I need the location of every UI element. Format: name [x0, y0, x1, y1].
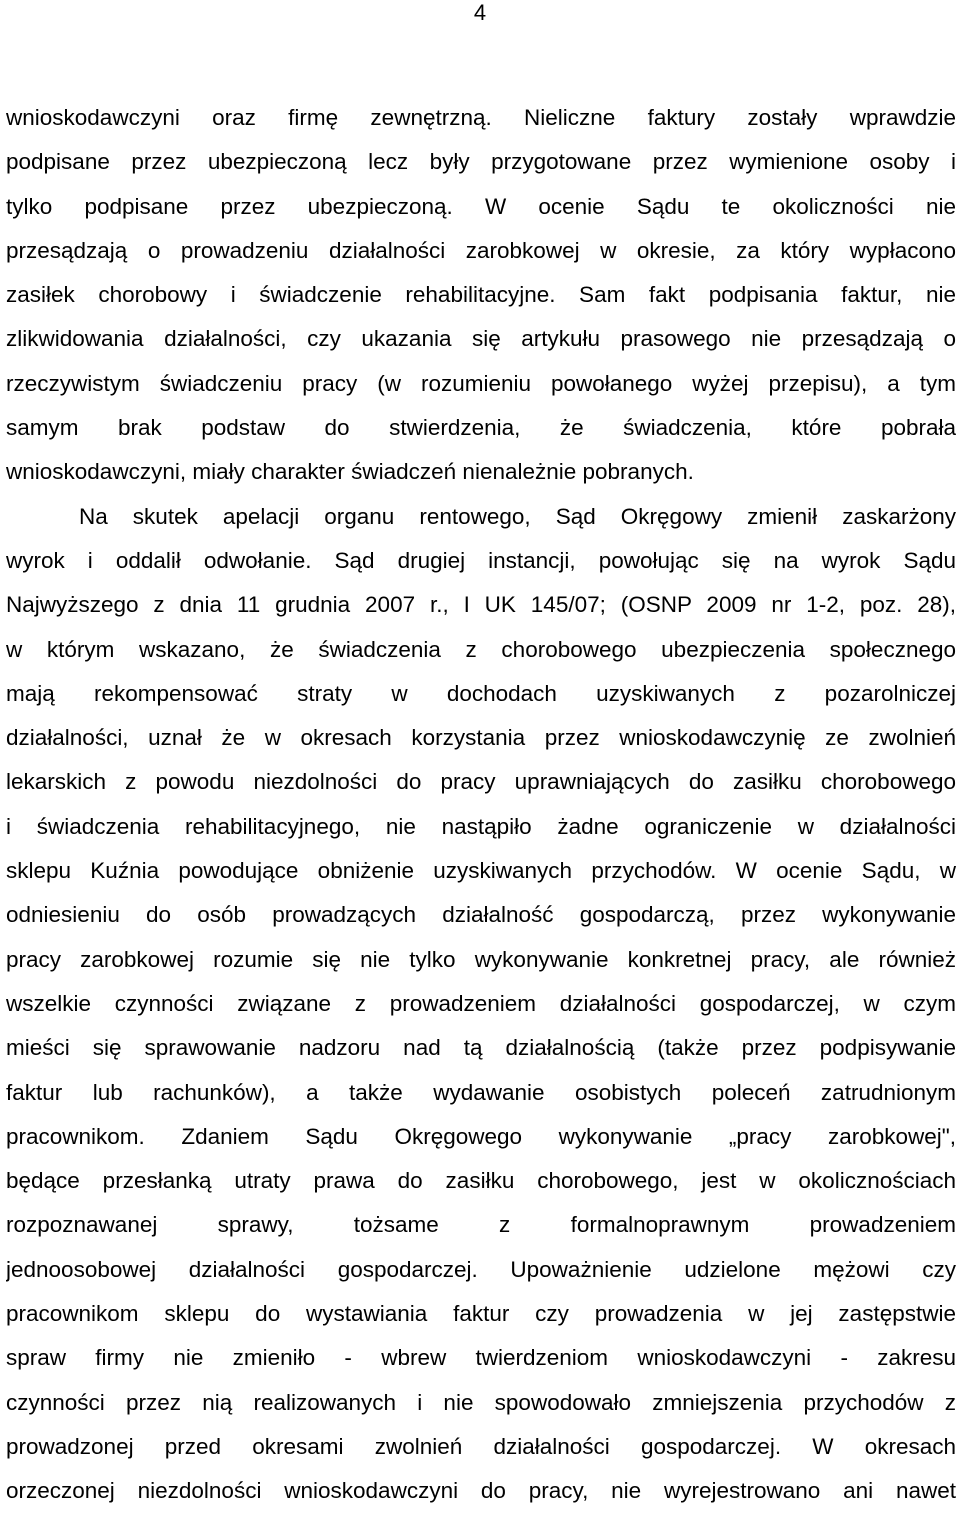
text-line: i świadczenia rehabilitacyjnego, nie nastąpiło żadne ograniczenie w działalności: [6, 813, 956, 839]
text-line: zasiłek chorobowy i świadczenie rehabilitacyjne. Sam fakt podpisania faktur, nie: [6, 282, 956, 308]
text-line: pracy zarobkowej rozumie się nie tylko wykonywanie konkretnej pracy, ale również: [6, 946, 956, 972]
text-line: pracownikom. Zdaniem Sądu Okręgowego wykonywanie „pracy zarobkowej",: [6, 1123, 956, 1149]
text-line: pracownikom sklepu do wystawiania faktur czy prowadzenia w jej zastępstwie: [6, 1301, 956, 1327]
text-line: czynności przez nią realizowanych i nie spowodowało zmniejszenia przychodów z: [6, 1389, 956, 1415]
text-line: wnioskodawczyni, miały charakter świadczeń nienależnie pobranych.: [6, 459, 694, 485]
text-line: zlikwidowania działalności, czy ukazania się artykułu prasowego nie przesądzają o: [6, 326, 956, 352]
text-line: rzeczywistym świadczeniu pracy (w rozumieniu powołanego wyżej przepisu), a tym: [6, 370, 956, 396]
page-number: 4: [473, 0, 487, 25]
text-line: odniesieniu do osób prowadzących działalność gospodarczą, przez wykonywanie: [6, 902, 956, 928]
text-line: podpisane przez ubezpieczoną lecz były przygotowane przez wymienione osoby i: [6, 149, 956, 175]
text-line: orzeczonej niezdolności wnioskodawczyni do pracy, nie wyrejestrowano ani nawet: [6, 1478, 956, 1504]
text-line: jednoosobowej działalności gospodarczej. Upoważnienie udzielone mężowi czy: [6, 1256, 956, 1282]
text-line: Najwyższego z dnia 11 grudnia 2007 r., I UK 145/07; (OSNP 2009 nr 1-2, poz. 28),: [6, 592, 956, 618]
text-line: lekarskich z powodu niezdolności do pracy uprawniających do zasiłku chorobowego: [6, 769, 956, 795]
text-line: sklepu Kuźnia powodujące obniżenie uzyskiwanych przychodów. W ocenie Sądu, w: [6, 858, 956, 884]
text-line: będące przesłanką utraty prawa do zasiłku chorobowego, jest w okolicznościach: [6, 1168, 956, 1194]
text-line: wyrok i oddalił odwołanie. Sąd drugiej instancji, powołując się na wyrok Sądu: [6, 547, 956, 573]
text-line: wnioskodawczyni oraz firmę zewnętrzną. Nieliczne faktury zostały wprawdzie: [6, 105, 956, 130]
text-line: prowadzonej przed okresami zwolnień działalności gospodarczej. W okresach: [6, 1433, 956, 1459]
text-line: działalności, uznał że w okresach korzystania przez wnioskodawczynię ze zwolnień: [6, 725, 956, 751]
text-line: mieści się sprawowanie nadzoru nad tą działalnością (także przez podpisywanie: [6, 1035, 956, 1061]
text-line: spraw firmy nie zmieniło - wbrew twierdzeniom wnioskodawczyni - zakresu: [6, 1345, 956, 1371]
text-line: przesądzają o prowadzeniu działalności zarobkowej w okresie, za który wypłacono: [6, 237, 956, 263]
text-line: samym brak podstaw do stwierdzenia, że świadczenia, które pobrała: [6, 415, 956, 441]
text-line: wszelkie czynności związane z prowadzeniem działalności gospodarczej, w czym: [6, 990, 956, 1016]
text-line: w którym wskazano, że świadczenia z chorobowego ubezpieczenia społecznego: [6, 636, 956, 662]
text-line: mają rekompensować straty w dochodach uzyskiwanych z pozarolniczej: [6, 680, 956, 706]
text-line: Na skutek apelacji organu rentowego, Sąd Okręgowy zmienił zaskarżony: [79, 503, 956, 529]
text-line: faktur lub rachunków), a także wydawanie osobistych poleceń zatrudnionym: [6, 1079, 956, 1105]
text-line: rozpoznawanej sprawy, tożsame z formalnoprawnym prowadzeniem: [6, 1212, 956, 1238]
text-line: tylko podpisane przez ubezpieczoną. W ocenie Sądu te okoliczności nie: [6, 193, 956, 219]
document-body: [6, 96, 956, 1514]
